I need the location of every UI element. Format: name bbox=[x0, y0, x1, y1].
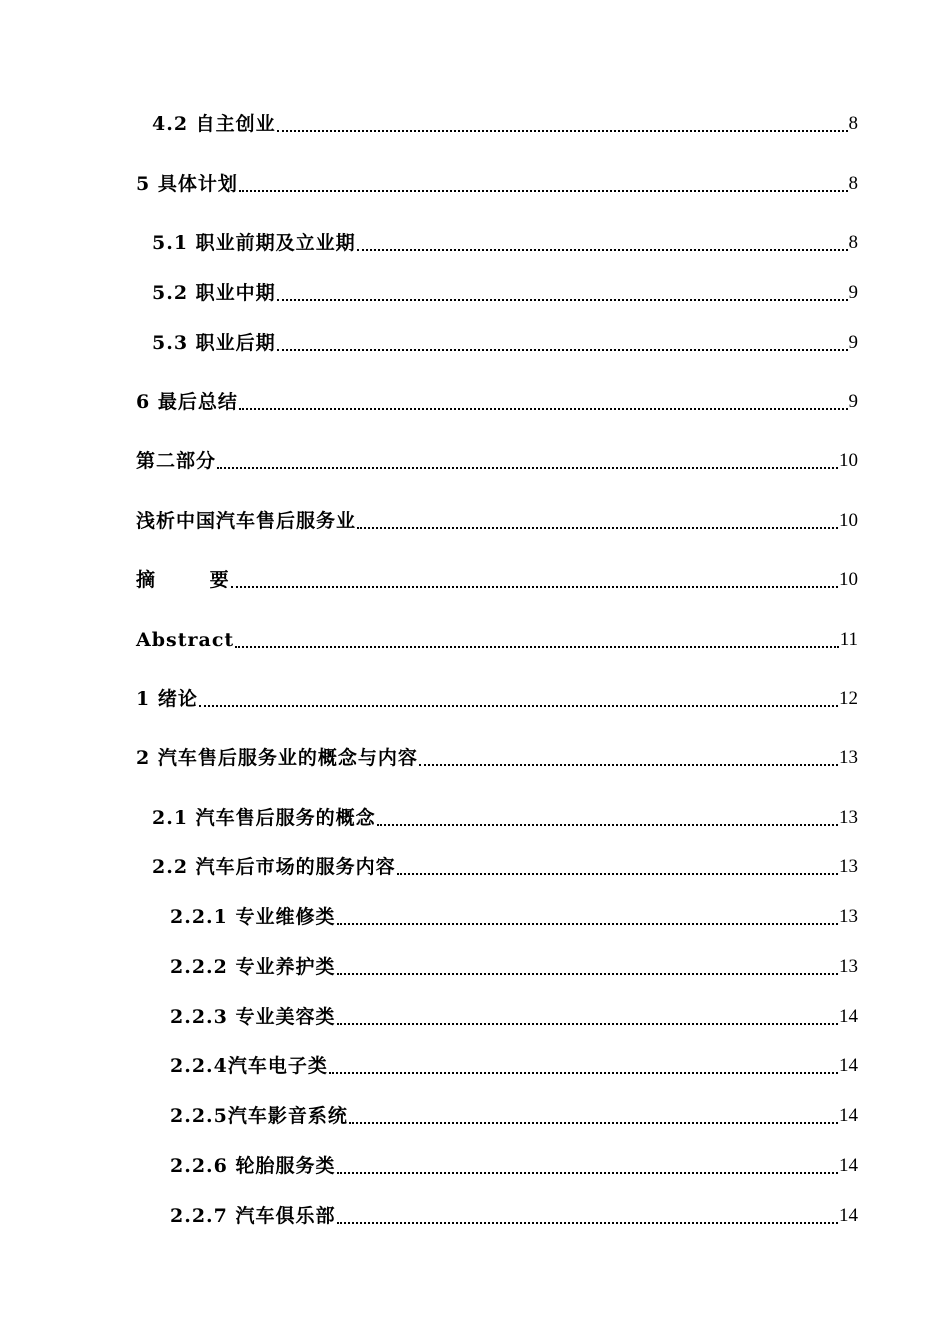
toc-entry[interactable] bbox=[170, 1050, 858, 1080]
toc-entry-page: 12 bbox=[839, 688, 858, 709]
toc-entry-page: 14 bbox=[839, 1205, 858, 1226]
toc-entry[interactable] bbox=[170, 1001, 858, 1031]
toc-entry[interactable] bbox=[152, 802, 858, 832]
toc-entry[interactable] bbox=[136, 168, 858, 198]
toc-dot-leader bbox=[329, 1072, 838, 1074]
toc-entry-title: 2 汽车售后服务业的概念与内容 bbox=[136, 747, 418, 769]
toc-dot-leader bbox=[337, 1222, 838, 1224]
toc-dot-leader bbox=[377, 824, 838, 826]
toc-entry-page: 13 bbox=[839, 906, 858, 927]
toc-dot-leader bbox=[357, 527, 838, 529]
toc-entry-page: 8 bbox=[848, 173, 858, 194]
toc-dot-leader bbox=[337, 1023, 838, 1025]
toc-entry[interactable] bbox=[152, 108, 858, 138]
toc-entry-page: 14 bbox=[839, 1105, 858, 1126]
toc-dot-leader bbox=[337, 1172, 838, 1174]
toc-entry-page: 13 bbox=[839, 747, 858, 768]
toc-entry-title: Abstract bbox=[136, 629, 235, 651]
toc-entry[interactable] bbox=[136, 505, 858, 535]
toc-entry[interactable] bbox=[170, 1200, 858, 1230]
toc-entry-title: 5.2 职业中期 bbox=[152, 282, 276, 304]
toc-entry-page: 13 bbox=[839, 856, 858, 877]
toc-entry-title: 浅析中国汽车售后服务业 bbox=[136, 510, 357, 532]
toc-dot-leader bbox=[337, 973, 838, 975]
toc-entry-title: 2.1 汽车售后服务的概念 bbox=[152, 807, 376, 829]
toc-entry-page: 10 bbox=[839, 569, 858, 590]
toc-entry-page: 8 bbox=[848, 113, 858, 134]
toc-entry[interactable] bbox=[170, 951, 858, 981]
toc-entry-page: 13 bbox=[839, 956, 858, 977]
toc-entry[interactable] bbox=[152, 227, 858, 257]
toc-dot-leader bbox=[397, 873, 838, 875]
toc-entry-title: 2.2.6 轮胎服务类 bbox=[170, 1155, 336, 1177]
toc-entry-title: 2.2.1 专业维修类 bbox=[170, 906, 336, 928]
toc-entry-title: 5.1 职业前期及立业期 bbox=[152, 232, 356, 254]
toc-entry-title: 2.2.3 专业美容类 bbox=[170, 1006, 336, 1028]
toc-dot-leader bbox=[231, 586, 838, 588]
toc-entry-title: 1 绪论 bbox=[136, 688, 198, 710]
toc-entry-page: 8 bbox=[848, 232, 858, 253]
toc-entry[interactable] bbox=[136, 564, 858, 594]
toc-entry-title: 2.2.2 专业养护类 bbox=[170, 956, 336, 978]
toc-dot-leader bbox=[349, 1122, 838, 1124]
toc-entry-title: 6 最后总结 bbox=[136, 391, 238, 413]
toc-entry-page: 9 bbox=[848, 332, 858, 353]
toc-dot-leader bbox=[277, 349, 848, 351]
toc-entry-title: 4.2 自主创业 bbox=[152, 113, 276, 135]
toc-entry[interactable] bbox=[170, 1100, 858, 1130]
toc-dot-leader bbox=[337, 923, 838, 925]
toc-entry[interactable] bbox=[136, 683, 858, 713]
toc-entry[interactable] bbox=[136, 445, 858, 475]
toc-dot-leader bbox=[419, 764, 838, 766]
toc-dot-leader bbox=[239, 408, 848, 410]
toc-entry-page: 14 bbox=[839, 1155, 858, 1176]
toc-entry[interactable] bbox=[152, 851, 858, 881]
toc-dot-leader bbox=[277, 299, 848, 301]
toc-entry-page: 14 bbox=[839, 1006, 858, 1027]
toc-entry-title: 2.2 汽车后市场的服务内容 bbox=[152, 856, 396, 878]
toc-dot-leader bbox=[277, 130, 848, 132]
toc-entry-page: 13 bbox=[839, 807, 858, 828]
toc-entry-title: 摘 要 bbox=[136, 569, 253, 591]
toc-entry[interactable] bbox=[136, 386, 858, 416]
toc-entry[interactable] bbox=[170, 901, 858, 931]
toc-entry-title: 第二部分 bbox=[136, 450, 217, 472]
toc-entry[interactable] bbox=[170, 1150, 858, 1180]
toc-dot-leader bbox=[357, 249, 848, 251]
toc-dot-leader bbox=[239, 190, 848, 192]
toc-entry-page: 11 bbox=[839, 629, 858, 650]
toc-entry[interactable] bbox=[152, 327, 858, 357]
toc-dot-leader bbox=[235, 646, 839, 648]
toc-entry-page: 10 bbox=[839, 450, 858, 471]
toc-entry-title: 2.2.4汽车电子类 bbox=[170, 1055, 328, 1077]
toc-entry-page: 10 bbox=[839, 510, 858, 531]
toc-dot-leader bbox=[199, 705, 838, 707]
toc-entry[interactable] bbox=[136, 742, 858, 772]
toc-entry-page: 9 bbox=[848, 391, 858, 412]
toc-entry-title: 5.3 职业后期 bbox=[152, 332, 276, 354]
toc-entry[interactable] bbox=[152, 277, 858, 307]
toc-entry[interactable] bbox=[136, 624, 858, 654]
toc-entry-title: 2.2.5汽车影音系统 bbox=[170, 1105, 348, 1127]
toc-entry-page: 9 bbox=[848, 282, 858, 303]
toc-entry-page: 14 bbox=[839, 1055, 858, 1076]
toc-dot-leader bbox=[217, 467, 838, 469]
toc-entry-title: 5 具体计划 bbox=[136, 173, 238, 195]
toc-entry-title: 2.2.7 汽车俱乐部 bbox=[170, 1205, 336, 1227]
